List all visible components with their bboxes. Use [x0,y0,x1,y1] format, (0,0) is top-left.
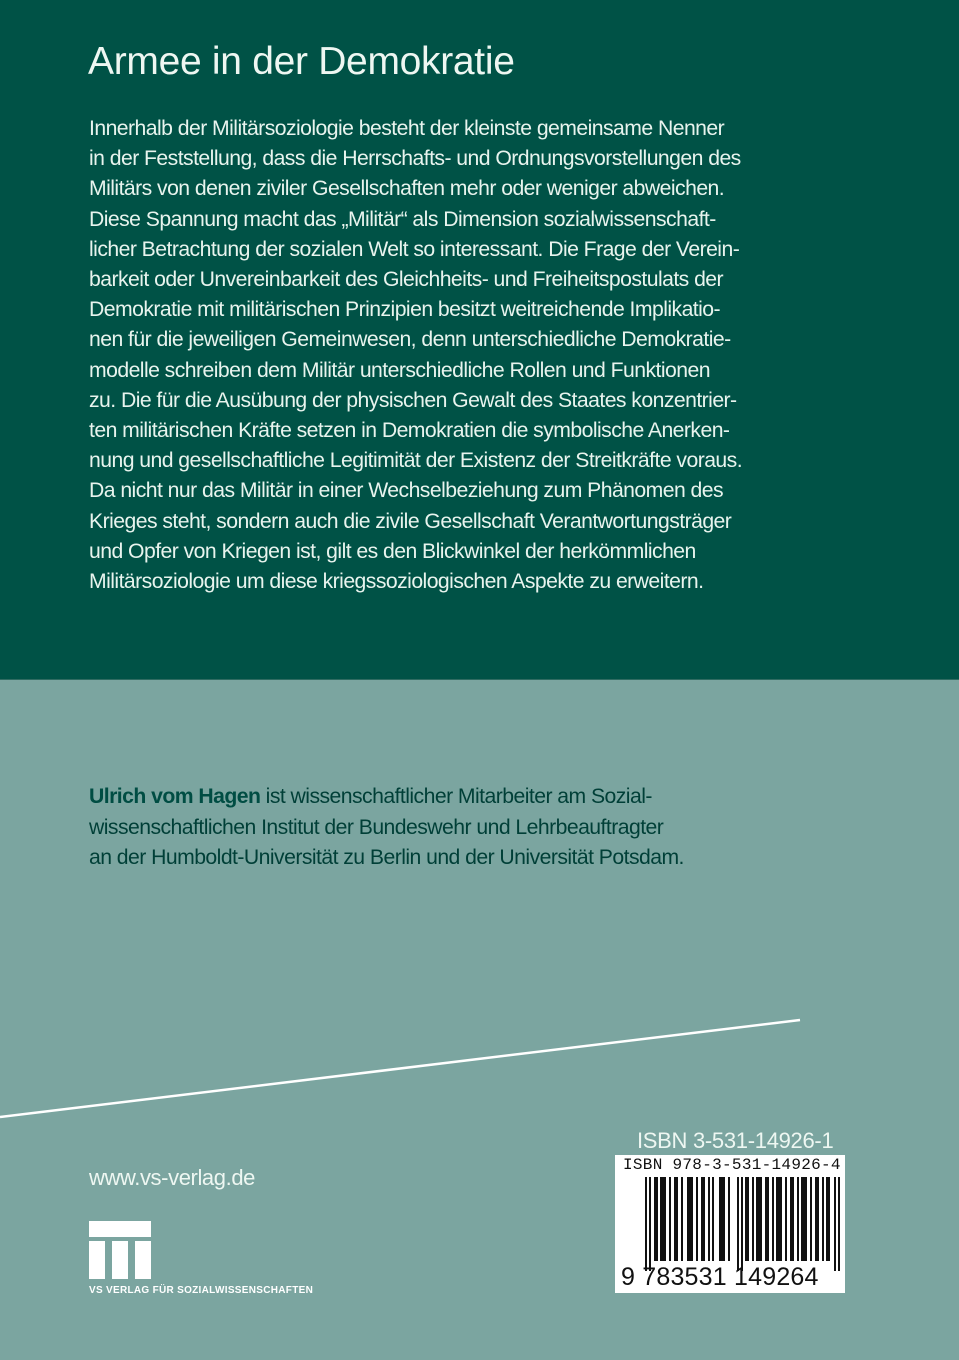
author-line: an der Humboldt-Universität zu Berlin und der Universität Potsdam. [89,846,684,869]
blurb-line: Diese Spannung macht das „Militär“ als Dimension sozialwissenschaft- [89,207,716,231]
author-line [89,782,879,813]
barcode [615,1155,845,1293]
barcode-bars-icon [645,1177,840,1271]
blurb-line: Militärsoziologie um diese kriegssoziologischen Aspekte zu erweitern. [89,570,704,594]
publisher-website: www.vs-verlag.de [89,1165,255,1190]
book-title: Armee in der Demokratie [88,40,515,83]
blurb-line: licher Betrachtung der sozialen Welt so interessant. Die Frage der Verein- [89,237,740,261]
blurb-line: nen für die jeweiligen Gemeinwesen, denn unterschiedliche Demokratie- [89,328,731,352]
blurb-line: Krieges steht, sondern auch die zivile Gesellschaft Verantwortungsträger [89,509,732,533]
blurb-line: zu. Die für die Ausübung der physischen Gewalt des Staates konzentrier- [89,388,737,412]
ean-number: 9 783531 149264 [621,1263,819,1291]
author-name: Ulrich vom Hagen [89,785,261,808]
isbn-10: ISBN 3-531-14926-1 [637,1128,834,1153]
author-line: wissenschaftlichen Institut der Bundeswehr und Lehrbeauftragter [89,815,664,839]
blurb-line: nung und gesellschaftliche Legitimität der Existenz der Streitkräfte voraus. [89,449,743,473]
blurb-line: Militärs von denen ziviler Gesellschaften mehr oder weniger abweichen. [89,177,725,201]
isbn-13: ISBN 978-3-531-14926-4 [623,1156,841,1174]
book-blurb [89,114,879,597]
blurb-line: Da nicht nur das Militär in einer Wechselbeziehung zum Phänomen des [89,479,724,503]
blurb-line: modelle schreiben dem Militär unterschiedliche Rollen und Funktionen [89,358,710,382]
blurb-line: in der Feststellung, dass die Herrschafts- und Ordnungsvorstellungen des [89,147,741,171]
publisher-name: VS VERLAG FÜR SOZIALWISSENSCHAFTEN [89,1285,314,1296]
blurb-line: Demokratie mit militärischen Prinzipien besitzt weitreichende Implikatio- [89,298,721,322]
blurb-line: ten militärischen Kräfte setzen in Demokratien die symbolische Anerken- [89,419,730,443]
blurb-line: Innerhalb der Militärsoziologie besteht der kleinste gemeinsame Nenner [89,117,725,140]
blurb-line: und Opfer von Kriegen ist, gilt es den Blickwinkel der herkömmlichen [89,539,696,563]
publisher-logo-icon [89,1221,151,1279]
author-line-rest: ist wissenschaftlicher Mitarbeiter am Sozial- [260,785,652,808]
blurb-line: barkeit oder Unvereinbarkeit des Gleichheits- und Freiheitspostulats der [89,268,724,292]
author-bio [89,782,879,874]
